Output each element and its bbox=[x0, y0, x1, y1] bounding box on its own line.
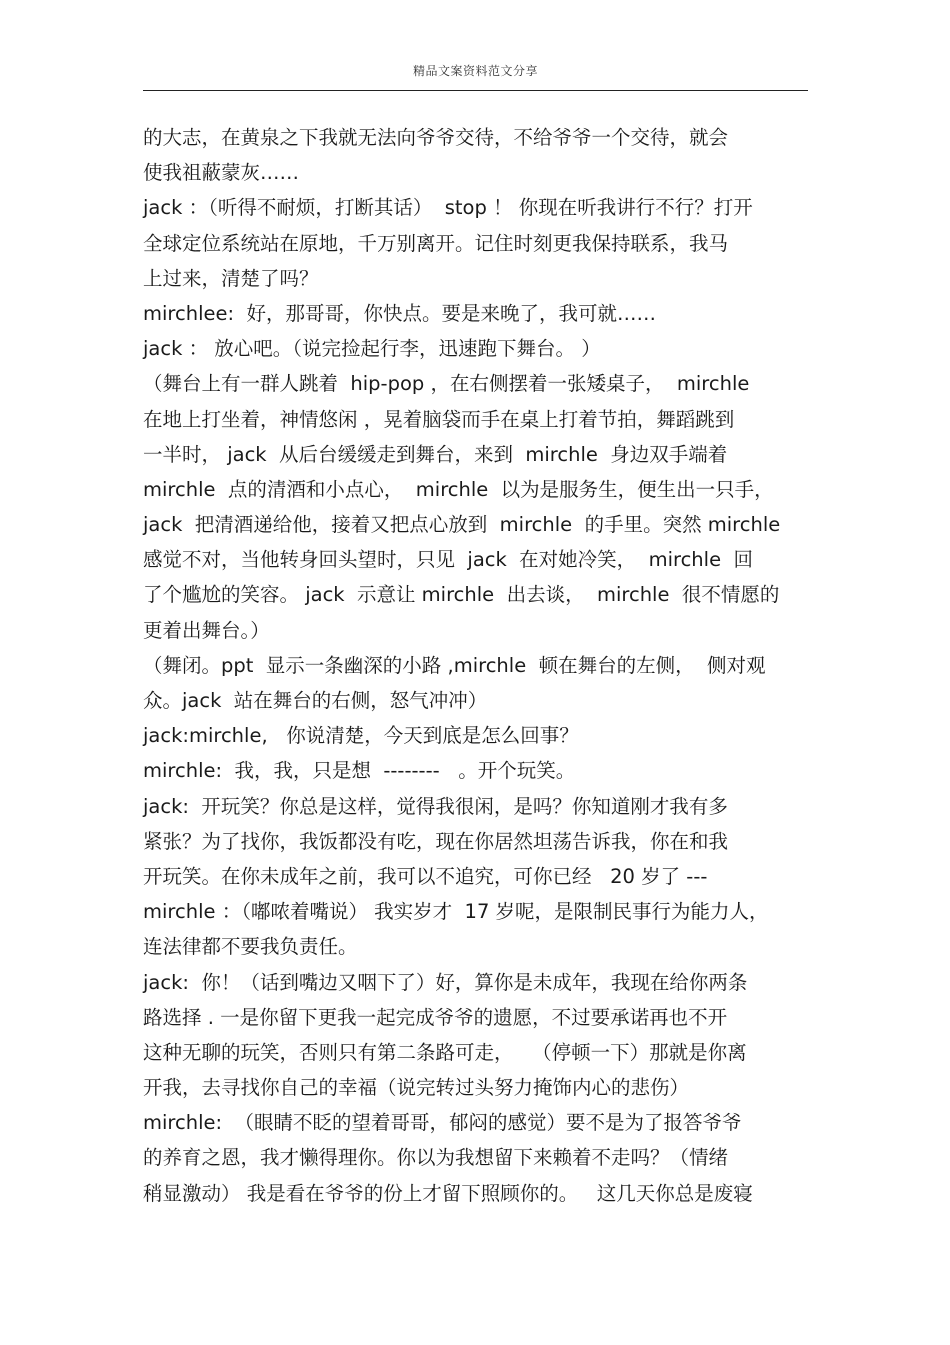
text-line: mirchle: 我，我，只是想 -------- 。开个玩笑。 bbox=[143, 759, 576, 783]
text-line: 这种无聊的玩笑，否则只有第二条路可走， （停顿一下）那就是你离 bbox=[143, 1040, 747, 1064]
text-line: 开我，去寻找你自己的幸福（说完转过头努力掩饰内心的悲伤） bbox=[143, 1076, 690, 1100]
text-line: （舞台上有一群人跳着 hip-pop ，在右侧摆着一张矮桌子， mirchle bbox=[143, 372, 750, 396]
text-line: mirchle: （眼睛不眨的望着哥哥，郁闷的感觉）要不是为了报答爷爷 bbox=[143, 1111, 742, 1135]
text-line: 感觉不对，当他转身回头望时，只见 jack 在对她冷笑， mirchle 回 bbox=[143, 548, 753, 572]
text-line: jack ：（听得不耐烦，打断其话） stop ！ 你现在听我讲行不行？打开 bbox=[143, 196, 753, 220]
text-line: jack ： 放心吧。（说完捡起行李，迅速跑下舞台。 ） bbox=[143, 337, 601, 361]
text-line: 众。jack 站在舞台的右侧，怒气冲冲） bbox=[143, 689, 488, 712]
text-line: 连法律都不要我负责任。 bbox=[143, 935, 358, 959]
page-header: 精品文案资料范文分享 bbox=[412, 64, 538, 78]
text-line: 使我祖蔽蒙灰…… bbox=[143, 161, 300, 185]
text-line: 开玩笑。在你未成年之前，我可以不追究，可你已经 20 岁了 --- bbox=[143, 864, 708, 888]
text-line: mirchlee: 好，那哥哥，你快点。要是来晚了，我可就…… bbox=[143, 301, 656, 325]
text-line: 的大志，在黄泉之下我就无法向爷爷交待，不给爷爷一个交待，就会 bbox=[143, 126, 729, 149]
text-line: jack: 开玩笑？你总是这样，觉得我很闲，是吗？你知道刚才我有多 bbox=[143, 794, 728, 818]
text-line: mirchle ：（嘟哝着嘴说） 我实岁才 17 岁呢，是限制民事行为能力人， bbox=[143, 900, 769, 924]
text-line: 一半时， jack 从后台缓缓走到舞台，来到 mirchle 身边双手端着 bbox=[143, 442, 728, 466]
text-line: 上过来，清楚了吗？ bbox=[143, 266, 319, 290]
text-line: 紧张？为了找你，我饭都没有吃，现在你居然坦荡告诉我，你在和我 bbox=[143, 829, 729, 853]
text-line: 全球定位系统站在原地，千万别离开。记住时刻更我保持联系，我马 bbox=[143, 231, 729, 255]
text-line: 路选择 . 一是你留下更我一起完成爷爷的遗愿，不过要承诺再也不开 bbox=[143, 1005, 728, 1029]
script-body bbox=[143, 120, 813, 1211]
text-line: 在地上打坐着，神情悠闲 ，晃着脑袋而手在桌上打着节拍，舞蹈跳到 bbox=[143, 407, 735, 431]
text-line: jack 把清酒递给他，接着又把点心放到 mirchle 的手里。突然 mirchle bbox=[143, 513, 781, 537]
text-line: jack:mirchle, 你说清楚，今天到底是怎么回事？ bbox=[143, 724, 579, 748]
text-line: 的养育之恩，我才懒得理你。你以为我想留下来赖着不走吗？（情绪 bbox=[143, 1146, 729, 1170]
text-line: 稍显激动） 我是看在爷爷的份上才留下照顾你的。 这几天你总是废寝 bbox=[143, 1181, 753, 1205]
text-line: mirchle 点的清酒和小点心， mirchle 以为是服务生，便生出一只手， bbox=[143, 477, 774, 501]
text-line: 更着出舞台。） bbox=[143, 618, 270, 642]
header-divider bbox=[143, 90, 808, 91]
text-line: jack: 你！（话到嘴边又咽下了）好，算你是未成年，我现在给你两条 bbox=[143, 970, 748, 994]
text-line: 了个尴尬的笑容。 jack 示意让 mirchle 出去谈， mirchle 很不情愿的 bbox=[143, 583, 780, 607]
text-line: （舞闭。ppt 显示一条幽深的小路 ,mirchle 顿在舞台的左侧， 侧对观 bbox=[143, 653, 766, 677]
